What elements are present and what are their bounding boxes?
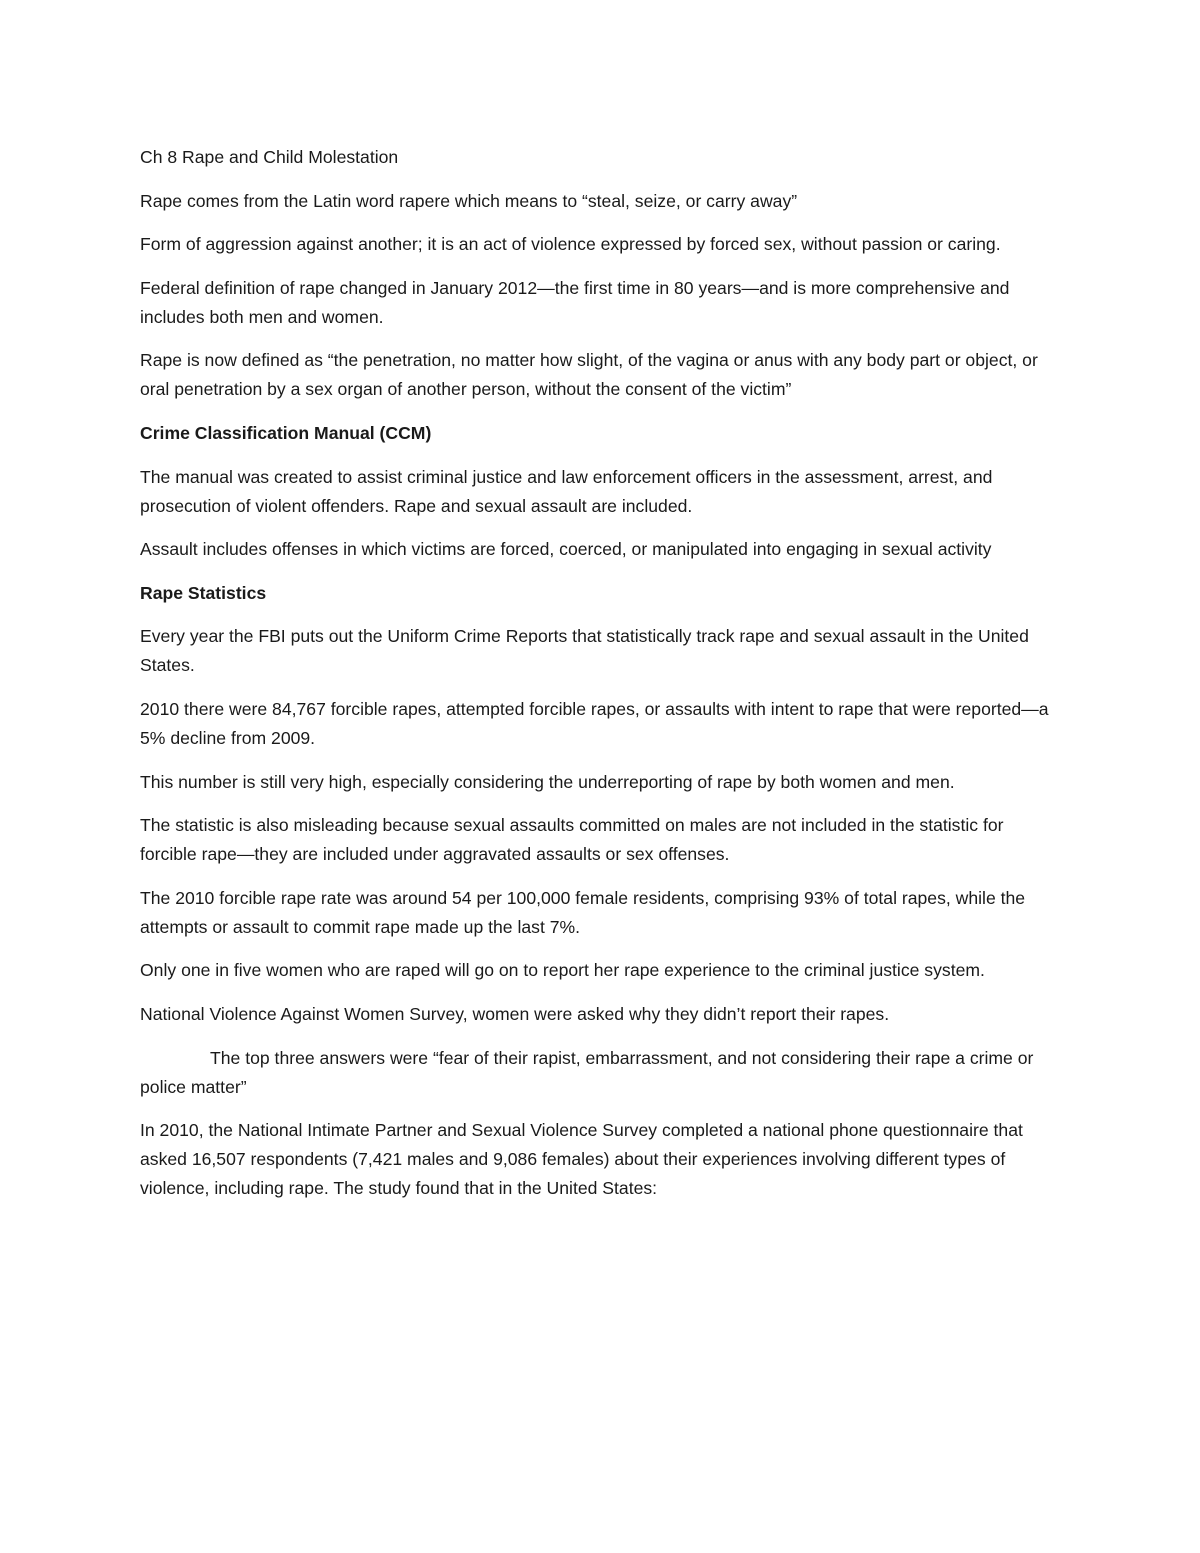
paragraph-rape-defined: Rape is now defined as “the penetration, no matter how slight, of the vagina or anus with any body part or object, or oral penetration by a sex organ of another person, without the consent of the victim”: [140, 350, 1038, 400]
document-title: Ch 8 Rape and Child Molestation: [140, 147, 399, 167]
paragraph-top-three-answers: The top three answers were “fear of their rapist, embarrassment, and not considering their rape a crime or police matter”: [140, 1047, 1034, 1097]
paragraph-assault-definition: Assault includes offenses in which victims are forced, coerced, or manipulated into engaging in sexual activity: [140, 539, 992, 560]
paragraph-underreporting: This number is still very high, especially considering the underreporting of rape by both women and men.: [140, 771, 955, 792]
heading-rape-statistics: Rape Statistics: [140, 582, 267, 603]
paragraph-one-in-five: Only one in five women who are raped will go on to report her rape experience to the criminal justice system.: [140, 960, 985, 981]
heading-crime-classification-manual: Crime Classification Manual (CCM): [140, 422, 432, 443]
paragraph-form-of-aggression: Form of aggression against another; it is an act of violence expressed by forced sex, without passion or caring.: [140, 234, 1001, 255]
paragraph-2010-reported-rapes: 2010 there were 84,767 forcible rapes, attempted forcible rapes, or assaults with intent to rape that were reported—a 5% decline from 2009.: [140, 698, 1049, 748]
paragraph-fbi-reports: Every year the FBI puts out the Uniform Crime Reports that statistically track rape and sexual assault in the United States.: [140, 626, 1029, 676]
document-body: [140, 143, 1065, 1218]
paragraph-manual-purpose: The manual was created to assist criminal justice and law enforcement officers in the assessment, arrest, and prosecution of violent offenders. Rape and sexual assault are included.: [140, 466, 993, 516]
paragraph-federal-definition: Federal definition of rape changed in January 2012—the first time in 80 years—and is more comprehensive and includes both men and women.: [140, 277, 1010, 327]
paragraph-nisvs-2010: In 2010, the National Intimate Partner and Sexual Violence Survey completed a national phone questionnaire that asked 16,507 respondents (7,421 males and 9,086 females) about their experiences involving different types of violence, including rape. The study found that in the United States:: [140, 1120, 1023, 1199]
paragraph-forcible-rape-rate: The 2010 forcible rape rate was around 54 per 100,000 female residents, comprising 93% of total rapes, while the attempts or assault to commit rape made up the last 7%.: [140, 887, 1026, 937]
paragraph-rape-etymology: Rape comes from the Latin word rapere which means to “steal, seize, or carry away”: [140, 190, 798, 211]
paragraph-nvaw-survey: National Violence Against Women Survey, women were asked why they didn’t report their rapes.: [140, 1003, 890, 1024]
paragraph-misleading-statistic: The statistic is also misleading because sexual assaults committed on males are not included in the statistic for forcible rape—they are included under aggravated assaults or sex offenses.: [140, 815, 1004, 865]
